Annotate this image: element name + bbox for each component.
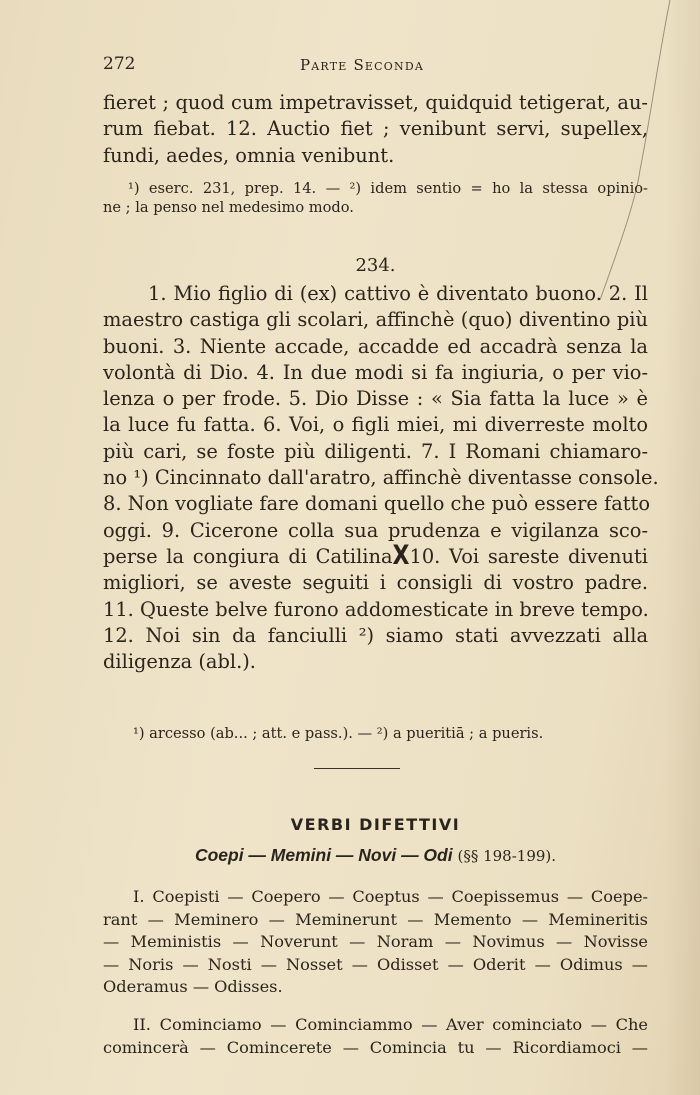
- text-line: 12. Noi sin da fanciulli ²) siamo stati avvezzati alla: [103, 623, 648, 647]
- text-line: no ¹) Cincinnato dall'aratro, affinchè diventasse console.: [103, 466, 659, 490]
- text-line: migliori, se aveste seguiti i consigli di vostro padre.: [103, 571, 648, 595]
- footnote-line: ¹) arcesso (ab... ; att. e pass.). — ²) a pueritiā ; a pueris.: [133, 725, 544, 742]
- text-line: la luce fu fatta. 6. Voi, o figli miei, mi diverreste molto: [103, 413, 648, 437]
- text-line: buoni. 3. Niente accade, accadde ed accadrà senza la: [103, 334, 648, 358]
- text-line: 8. Non vogliate fare domani quello che può essere fatto: [103, 492, 651, 516]
- text-line: — Noris — Nosti — Nosset — Odisset — Oderit — Odimus —: [103, 954, 648, 974]
- page-header: [103, 54, 648, 84]
- text-line: fundi, aedes, omnia venibunt.: [103, 143, 395, 167]
- text-line: più cari, se foste più diligenti. 7. I Romani chiamaro-: [103, 439, 648, 463]
- text-segment: perse la congiura di Catilina: [103, 544, 393, 568]
- text-line: diligenza (abl.).: [103, 650, 256, 674]
- exercise-number: 234.: [355, 255, 396, 276]
- footnote-line: ¹) eserc. 231, prep. 14. — ²) idem sentio = ho la stessa opinio-: [128, 180, 648, 197]
- section-paragraph-2: [103, 1014, 648, 1059]
- text-line: rant — Meminero — Meminerunt — Memento — Memineritis: [103, 909, 648, 929]
- footnote-exercise: [103, 725, 648, 744]
- text-line: Oderamus — Odisses.: [103, 977, 283, 996]
- running-title: Parte Seconda: [300, 56, 424, 74]
- page-edge-shadow: [664, 0, 700, 1095]
- text-line: oggi. 9. Cicerone colla sua prudenza e vigilanza sco-: [103, 518, 648, 542]
- text-segment: 10. Voi sareste divenuti: [409, 544, 648, 568]
- text-line: II. Cominciamo — Cominciammo — Aver cominciato — Che: [133, 1015, 648, 1034]
- text-line: comincerà — Comincerete — Comincia tu — Ricordiamoci —: [103, 1037, 648, 1057]
- text-line: volontà di Dio. 4. In due modi si fa ingiuria, o per vio-: [103, 360, 648, 384]
- text-line: I. Coepisti — Coepero — Coeptus — Coepissemus — Coepe-: [133, 887, 648, 906]
- text-line-with-mark: [103, 541, 648, 572]
- exercise-text: [103, 281, 659, 675]
- subtitle-reference: (§§ 198-199).: [457, 847, 557, 865]
- text-line: maestro castiga gli scolari, affinchè (quo) diventino più: [103, 308, 648, 332]
- text-line: rum fiebat. 12. Auctio fiet ; venibunt servi, supellex,: [103, 117, 648, 141]
- section-paragraph-1: [103, 886, 648, 999]
- text-line: 1. Mio figlio di (ex) cattivo è diventato buono. 2. Il: [148, 282, 648, 305]
- text-line: lenza o per frode. 5. Dio Disse : « Sia fatta la luce » è: [103, 387, 648, 411]
- continuation-text: [103, 90, 648, 169]
- text-line: fieret ; quod cum impetravisset, quidquid tetigerat, au-: [103, 91, 648, 114]
- text-line: 11. Queste belve furono addomesticate in breve tempo.: [103, 597, 649, 621]
- footnote-line: ne ; la penso nel medesimo modo.: [103, 198, 354, 216]
- page-number: 272: [103, 54, 136, 74]
- section-subtitle: [103, 845, 648, 866]
- section-title: VERBI DIFETTIVI: [290, 815, 461, 834]
- handwritten-x-mark: X: [392, 541, 410, 572]
- text-line: — Meministis — Noverunt — Noram — Novimus — Novisse: [103, 932, 648, 951]
- subtitle-verbs: Coepi — Memini — Novi — Odi: [194, 845, 453, 865]
- section-divider: [314, 768, 400, 769]
- footnotes-top: [103, 180, 648, 217]
